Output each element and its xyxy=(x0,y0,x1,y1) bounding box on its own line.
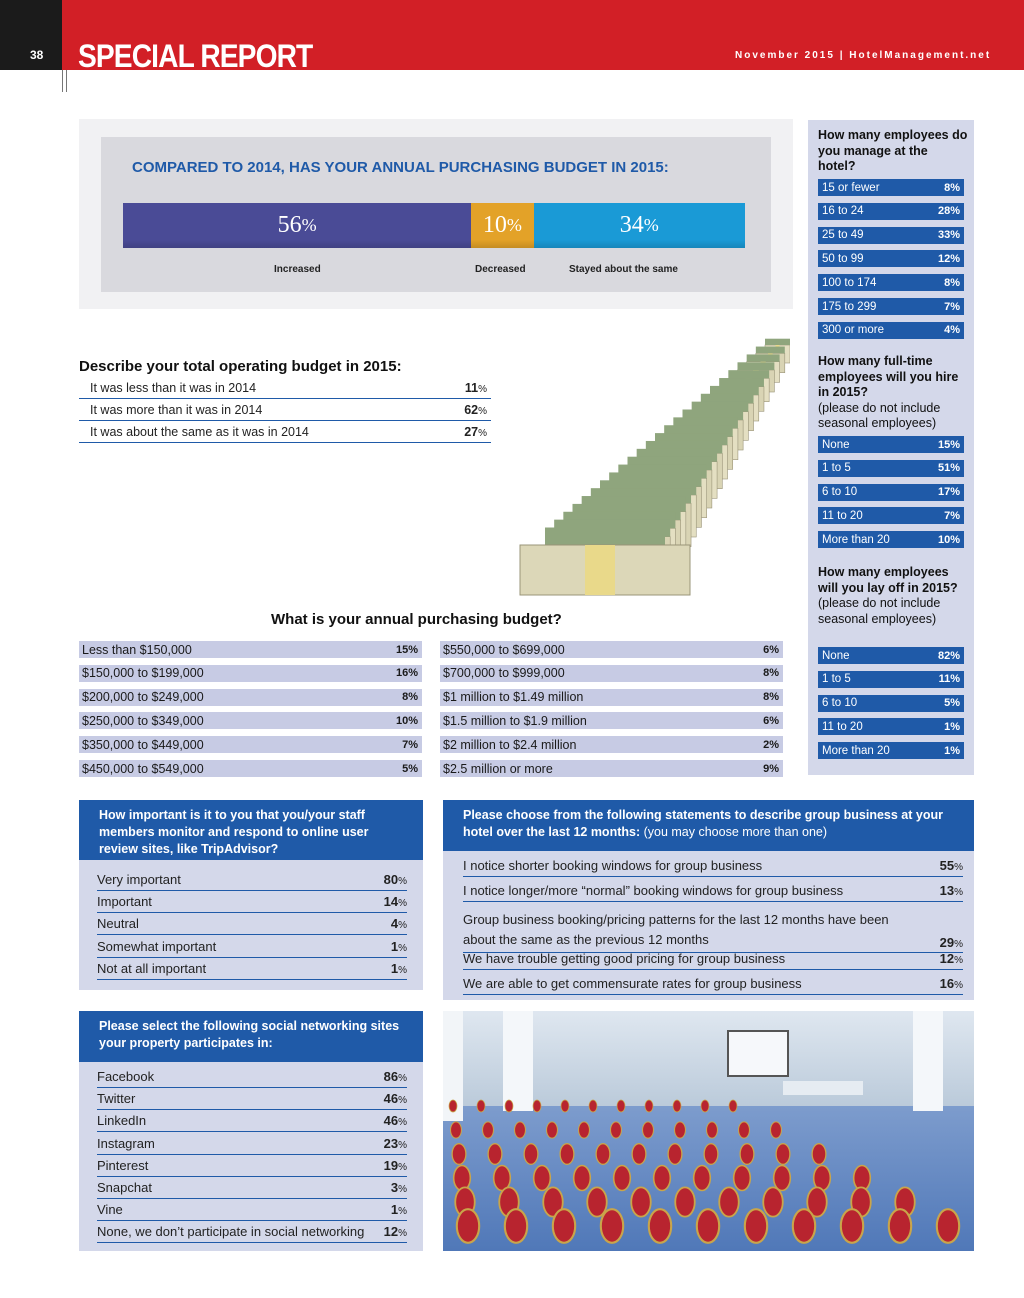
chair xyxy=(841,1209,863,1243)
group-row-number: 12 xyxy=(939,951,955,966)
chair xyxy=(617,1100,625,1112)
purchasing-budget-title: What is your annual purchasing budget? xyxy=(271,611,562,628)
reviews-row-number: 80 xyxy=(383,872,399,887)
chair xyxy=(611,1122,622,1138)
percent-sign: % xyxy=(398,1206,407,1218)
sidebar-q3-title xyxy=(818,565,968,627)
purchasing-row xyxy=(79,665,422,682)
sidebar-q1-row xyxy=(818,179,964,196)
purchasing-row-label: $200,000 to $249,000 xyxy=(82,690,204,705)
percent-sign: % xyxy=(478,383,487,395)
sidebar-q3-row xyxy=(818,647,964,664)
purchasing-row-label: $250,000 to $349,000 xyxy=(82,713,204,728)
sidebar-row-value: 4% xyxy=(944,324,960,337)
sidebar-row-value: 8% xyxy=(944,181,960,194)
social-row-number: 23 xyxy=(383,1135,399,1151)
chair xyxy=(534,1166,551,1191)
chair xyxy=(454,1166,471,1191)
sidebar-row-value: 1% xyxy=(944,744,960,757)
social-row-value xyxy=(384,1091,407,1106)
purchasing-row-label: $450,000 to $549,000 xyxy=(82,761,204,776)
sidebar-row-label: 16 to 24 xyxy=(822,205,864,218)
reviews-row-label: Not at all important xyxy=(97,960,207,976)
section-title: SPECIAL REPORT xyxy=(78,38,313,74)
group-row-value xyxy=(940,976,963,991)
social-row-label: Snapchat xyxy=(97,1180,152,1195)
purchasing-row-label: $1 million to $1.49 million xyxy=(443,690,584,705)
sidebar-q3-row xyxy=(818,671,964,688)
sidebar-row-label: None xyxy=(822,649,850,662)
money-stack-band xyxy=(585,545,615,595)
reviews-row-label: Important xyxy=(97,894,152,910)
social-row-value xyxy=(384,1224,407,1239)
social-row-number: 3 xyxy=(390,1180,399,1195)
sidebar-q3-question: How many employees will you lay off in 2015? xyxy=(818,565,958,595)
chair xyxy=(729,1100,737,1112)
purchasing-row-value: 6% xyxy=(763,714,779,727)
chair xyxy=(673,1100,681,1112)
group-row-number: 55 xyxy=(939,858,955,873)
chair xyxy=(553,1209,575,1243)
group-row-number: 16 xyxy=(939,976,955,991)
chair xyxy=(654,1166,671,1191)
sidebar-row-label: 25 to 49 xyxy=(822,229,864,242)
sidebar-row-label: 11 to 20 xyxy=(822,509,863,522)
purchasing-row-value: 6% xyxy=(763,643,779,656)
operating-row-value xyxy=(465,381,487,395)
reviews-row xyxy=(97,891,407,913)
purchasing-row-value: 2% xyxy=(763,738,779,751)
social-row-number: 19 xyxy=(383,1157,399,1173)
group-question-bold: Please choose from the following statements to describe group business at your hotel over the last 12 months: xyxy=(463,808,943,839)
group-row-label: We have trouble getting good pricing for group business xyxy=(463,951,786,966)
purchasing-row-value: 10% xyxy=(395,714,418,727)
sidebar-row-label: 1 to 5 xyxy=(822,673,851,686)
social-row-label: Pinterest xyxy=(97,1157,149,1173)
purchasing-row-value: 7% xyxy=(402,738,418,751)
sidebar-row-label: 300 or more xyxy=(822,324,885,337)
percent-sign: % xyxy=(398,1095,407,1107)
budget-chart-title: COMPARED TO 2014, HAS YOUR ANNUAL PURCHASING BUDGET IN 2015: xyxy=(132,159,669,176)
chair xyxy=(547,1122,558,1138)
reviews-row-number: 14 xyxy=(383,894,399,910)
percent-sign: % xyxy=(398,876,407,887)
operating-row-label: It was about the same as it was in 2014 xyxy=(90,424,309,439)
budget-bar-label: Stayed about the same xyxy=(569,264,678,275)
percent-sign: % xyxy=(398,898,407,910)
sidebar-row-label: 50 to 99 xyxy=(822,252,864,265)
sidebar-q3-row xyxy=(818,718,964,735)
purchasing-row xyxy=(440,760,783,777)
reviews-row-value xyxy=(384,894,407,909)
operating-row xyxy=(79,399,491,421)
group-row-label: I notice shorter booking windows for group business xyxy=(463,858,763,873)
chair xyxy=(524,1144,538,1165)
social-row xyxy=(97,1133,407,1155)
social-row xyxy=(97,1221,407,1243)
purchasing-row xyxy=(440,641,783,658)
reviews-row xyxy=(97,958,407,980)
chair xyxy=(734,1166,751,1191)
sidebar-q2-row xyxy=(818,507,964,524)
sidebar-row-label: 175 to 299 xyxy=(822,300,877,313)
social-row-label: Twitter xyxy=(97,1091,136,1107)
purchasing-row xyxy=(440,736,783,753)
chair xyxy=(740,1144,754,1165)
operating-row-number: 62 xyxy=(464,402,479,417)
reviews-row-value xyxy=(384,872,407,887)
group-row xyxy=(463,973,963,995)
chair xyxy=(533,1100,541,1112)
purchasing-row xyxy=(440,689,783,706)
purchasing-row-value: 8% xyxy=(763,691,779,704)
operating-row xyxy=(79,377,491,399)
sidebar-row-label: 1 to 5 xyxy=(822,462,851,475)
sidebar-row-label: None xyxy=(822,438,850,451)
reviews-row xyxy=(97,869,407,891)
sidebar-row-value: 82% xyxy=(937,649,960,662)
chair xyxy=(793,1209,815,1243)
social-row-number: 86 xyxy=(383,1069,399,1084)
chair xyxy=(937,1209,959,1243)
chair xyxy=(614,1166,631,1191)
chair xyxy=(457,1209,479,1243)
sidebar-q1-row xyxy=(818,298,964,315)
reviews-row-value xyxy=(391,939,407,954)
sidebar-q2-row xyxy=(818,436,964,453)
reviews-row-number: 1 xyxy=(390,938,399,954)
chair xyxy=(701,1100,709,1112)
chair xyxy=(704,1144,718,1165)
purchasing-row-label: $550,000 to $699,000 xyxy=(443,642,565,657)
group-row-number: 13 xyxy=(939,883,955,898)
chair xyxy=(452,1144,466,1165)
chair xyxy=(707,1122,718,1138)
sidebar-row-label: More than 20 xyxy=(822,744,890,757)
operating-row-value xyxy=(464,403,487,417)
chair xyxy=(719,1187,739,1216)
chair xyxy=(574,1166,591,1191)
chair xyxy=(889,1209,911,1243)
chair xyxy=(632,1144,646,1165)
sidebar-q2-row xyxy=(818,484,964,501)
percent-sign: % xyxy=(398,1139,407,1151)
operating-row-number: 27 xyxy=(464,424,479,439)
sidebar-q1-row xyxy=(818,322,964,339)
percent-sign: % xyxy=(398,920,407,932)
budget-bar-1 xyxy=(471,203,533,248)
reviews-row-label: Very important xyxy=(97,872,181,887)
operating-row-label: It was more than it was in 2014 xyxy=(90,402,263,417)
money-stacks-illustration xyxy=(500,330,790,600)
chair xyxy=(645,1100,653,1112)
chair xyxy=(561,1100,569,1112)
sidebar-row-label: 11 to 20 xyxy=(822,720,863,733)
purchasing-row-label: $1.5 million to $1.9 million xyxy=(443,713,587,728)
chair xyxy=(774,1166,791,1191)
sidebar-q2-row xyxy=(818,460,964,477)
percent-sign: % xyxy=(398,1073,407,1084)
purchasing-row-label: $150,000 to $199,000 xyxy=(82,666,204,681)
social-row-value xyxy=(391,1180,407,1195)
percent-sign: % xyxy=(954,980,963,991)
social-row-value xyxy=(384,1136,407,1151)
sidebar-q2-title xyxy=(818,354,968,432)
conference-room-photo xyxy=(443,1011,974,1251)
chair xyxy=(488,1144,502,1165)
sidebar-q2-row xyxy=(818,531,964,548)
budget-bar-pct-sign: % xyxy=(643,215,659,235)
percent-sign: % xyxy=(398,1184,407,1195)
group-row-label: We are able to get commensurate rates for group business xyxy=(463,976,802,991)
social-row-label: Instagram xyxy=(97,1135,155,1151)
sidebar-row-label: 6 to 10 xyxy=(822,697,858,710)
purchasing-row xyxy=(440,665,783,682)
purchasing-row-value: 15% xyxy=(395,643,418,656)
sidebar-row-label: 15 or fewer xyxy=(822,181,880,194)
percent-sign: % xyxy=(398,942,407,954)
operating-row xyxy=(79,421,491,443)
chair xyxy=(560,1144,574,1165)
operating-row-value xyxy=(464,425,487,439)
purchasing-row-label: $2.5 million or more xyxy=(443,761,553,776)
page-number: 38 xyxy=(30,48,44,62)
sidebar-row-value: 7% xyxy=(944,300,960,313)
group-row xyxy=(463,855,963,877)
budget-bar-label: Increased xyxy=(274,264,321,275)
sidebar-q1-row xyxy=(818,203,964,220)
purchasing-row-value: 5% xyxy=(402,762,418,775)
sidebar-q3-note: (please do not include seasonal employees) xyxy=(818,596,941,626)
chair xyxy=(601,1209,623,1243)
sidebar-q3-row xyxy=(818,742,964,759)
budget-bar-0 xyxy=(123,203,471,248)
group-row-number: 29 xyxy=(939,935,955,950)
chair xyxy=(675,1187,695,1216)
chair xyxy=(745,1209,767,1243)
purchasing-row xyxy=(79,736,422,753)
percent-sign: % xyxy=(954,862,963,873)
reviews-row-value xyxy=(391,916,407,931)
budget-bar-pct-sign: % xyxy=(506,215,522,235)
purchasing-row xyxy=(79,760,422,777)
chair xyxy=(643,1122,654,1138)
chair xyxy=(477,1100,485,1112)
purchasing-row-label: $350,000 to $449,000 xyxy=(82,737,204,752)
social-row-label: Vine xyxy=(97,1202,123,1218)
chair xyxy=(483,1122,494,1138)
chair xyxy=(776,1144,790,1165)
budget-bar-value: 10 xyxy=(482,212,507,238)
group-row-label: I notice longer/more “normal” booking windows for group business xyxy=(463,883,844,898)
percent-sign: % xyxy=(398,1117,407,1129)
chair xyxy=(515,1122,526,1138)
sidebar-q3-row xyxy=(818,695,964,712)
social-row-number: 46 xyxy=(383,1113,399,1129)
operating-budget-title: Describe your total operating budget in 2015: xyxy=(79,358,402,375)
sidebar-q1-row xyxy=(818,227,964,244)
social-row-number: 46 xyxy=(383,1091,399,1107)
purchasing-row-value: 8% xyxy=(402,691,418,704)
sidebar-q2-question: How many full-time employees will you hire in 2015? xyxy=(818,354,959,399)
percent-sign: % xyxy=(398,964,407,976)
chair xyxy=(505,1100,513,1112)
percent-sign: % xyxy=(478,405,487,417)
sidebar-row-label: 6 to 10 xyxy=(822,486,858,499)
chair xyxy=(579,1122,590,1138)
purchasing-row xyxy=(440,712,783,729)
chair xyxy=(649,1209,671,1243)
budget-bar-value: 56 xyxy=(277,212,302,238)
sidebar-row-label: 100 to 174 xyxy=(822,276,877,289)
percent-sign: % xyxy=(954,955,963,966)
budget-bar-2 xyxy=(534,203,745,248)
sidebar-row-value: 33% xyxy=(937,229,960,242)
reviews-row-label: Somewhat important xyxy=(97,938,217,954)
purchasing-row-label: $2 million to $2.4 million xyxy=(443,737,577,752)
sidebar-q2-note: (please do not include seasonal employees) xyxy=(818,400,941,430)
page-header xyxy=(0,0,1024,74)
social-row-value xyxy=(384,1069,407,1084)
purchasing-row-value: 9% xyxy=(763,762,779,775)
reviews-row xyxy=(97,913,407,935)
sidebar-q1-title: How many employees do you manage at the hotel? xyxy=(818,128,968,173)
chair xyxy=(697,1209,719,1243)
reviews-row-number: 1 xyxy=(390,960,399,976)
sidebar-row-value: 11% xyxy=(938,673,960,686)
reviews-row xyxy=(97,936,407,958)
purchasing-row xyxy=(79,712,422,729)
percent-sign: % xyxy=(398,1161,407,1173)
social-row xyxy=(97,1155,407,1177)
sidebar-row-value: 15% xyxy=(937,438,960,451)
budget-bar-value: 34 xyxy=(619,212,644,238)
sidebar-row-value: 51% xyxy=(937,462,960,475)
chair xyxy=(771,1122,782,1138)
chair xyxy=(675,1122,686,1138)
social-question: Please select the following social networking sites your property participates in: xyxy=(79,1011,423,1062)
social-row-label: LinkedIn xyxy=(97,1113,147,1129)
sidebar-row-value: 10% xyxy=(937,533,960,546)
reviews-row-value xyxy=(391,961,407,976)
social-row xyxy=(97,1199,407,1221)
group-row xyxy=(463,905,963,953)
group-row-value xyxy=(940,951,963,966)
social-row-value xyxy=(391,1202,407,1217)
chair xyxy=(587,1187,607,1216)
social-row-label: Facebook xyxy=(97,1069,155,1084)
operating-row-number: 11 xyxy=(464,380,479,395)
chair xyxy=(596,1144,610,1165)
group-row-value xyxy=(940,883,963,898)
reviews-question: How important is it to you that you/your staff members monitor and respond to online user review sites, like TripAdvisor? xyxy=(79,800,423,860)
chair xyxy=(449,1100,457,1112)
chair xyxy=(763,1187,783,1216)
purchasing-row-label: Less than $150,000 xyxy=(82,642,192,657)
sidebar-row-value: 8% xyxy=(944,276,960,289)
sidebar-q1-row xyxy=(818,274,964,291)
purchasing-row-value: 8% xyxy=(763,667,779,680)
budget-bar-label: Decreased xyxy=(475,264,526,275)
social-row-value xyxy=(384,1158,407,1173)
percent-sign: % xyxy=(398,1228,407,1240)
chair xyxy=(668,1144,682,1165)
operating-row-label: It was less than it was in 2014 xyxy=(90,380,257,395)
sidebar-row-label: More than 20 xyxy=(822,533,890,546)
budget-bar-pct-sign: % xyxy=(301,215,317,235)
reviews-row-label: Neutral xyxy=(97,916,139,932)
percent-sign: % xyxy=(478,427,487,439)
purchasing-row-value: 16% xyxy=(395,667,418,680)
purchasing-row xyxy=(79,641,422,658)
social-row xyxy=(97,1088,407,1110)
chair xyxy=(631,1187,651,1216)
chair xyxy=(589,1100,597,1112)
sidebar-row-value: 17% xyxy=(937,486,960,499)
group-question-note: (you may choose more than one) xyxy=(640,825,828,839)
sidebar-q1-row xyxy=(818,250,964,267)
sidebar-row-value: 5% xyxy=(944,697,960,710)
group-question xyxy=(443,800,974,851)
social-row xyxy=(97,1177,407,1199)
social-row-number: 12 xyxy=(383,1224,399,1240)
chair xyxy=(694,1166,711,1191)
sidebar-row-value: 1% xyxy=(944,720,960,733)
chair xyxy=(812,1144,826,1165)
social-row-value xyxy=(384,1113,407,1128)
social-row-label: None, we don’t participate in social networking xyxy=(97,1224,365,1240)
social-row-number: 1 xyxy=(390,1202,399,1218)
reviews-row-number: 4 xyxy=(390,916,399,932)
sidebar-row-value: 12% xyxy=(937,252,960,265)
purchasing-row xyxy=(79,689,422,706)
percent-sign: % xyxy=(954,887,963,898)
social-row xyxy=(97,1110,407,1132)
group-row xyxy=(463,880,963,902)
purchasing-row-label: $700,000 to $999,000 xyxy=(443,666,565,681)
social-row xyxy=(97,1066,407,1088)
percent-sign: % xyxy=(954,939,963,950)
sidebar-row-value: 28% xyxy=(937,205,960,218)
chair xyxy=(739,1122,750,1138)
sidebar-row-value: 7% xyxy=(944,509,960,522)
group-row xyxy=(463,948,963,970)
chair xyxy=(451,1122,462,1138)
dateline: November 2015 | HotelManagement.net xyxy=(735,50,992,61)
chair xyxy=(505,1209,527,1243)
group-row-value xyxy=(940,858,963,873)
group-row-label: Group business booking/pricing patterns for the last 12 months have been about the same as the previous 12 months xyxy=(463,912,889,947)
